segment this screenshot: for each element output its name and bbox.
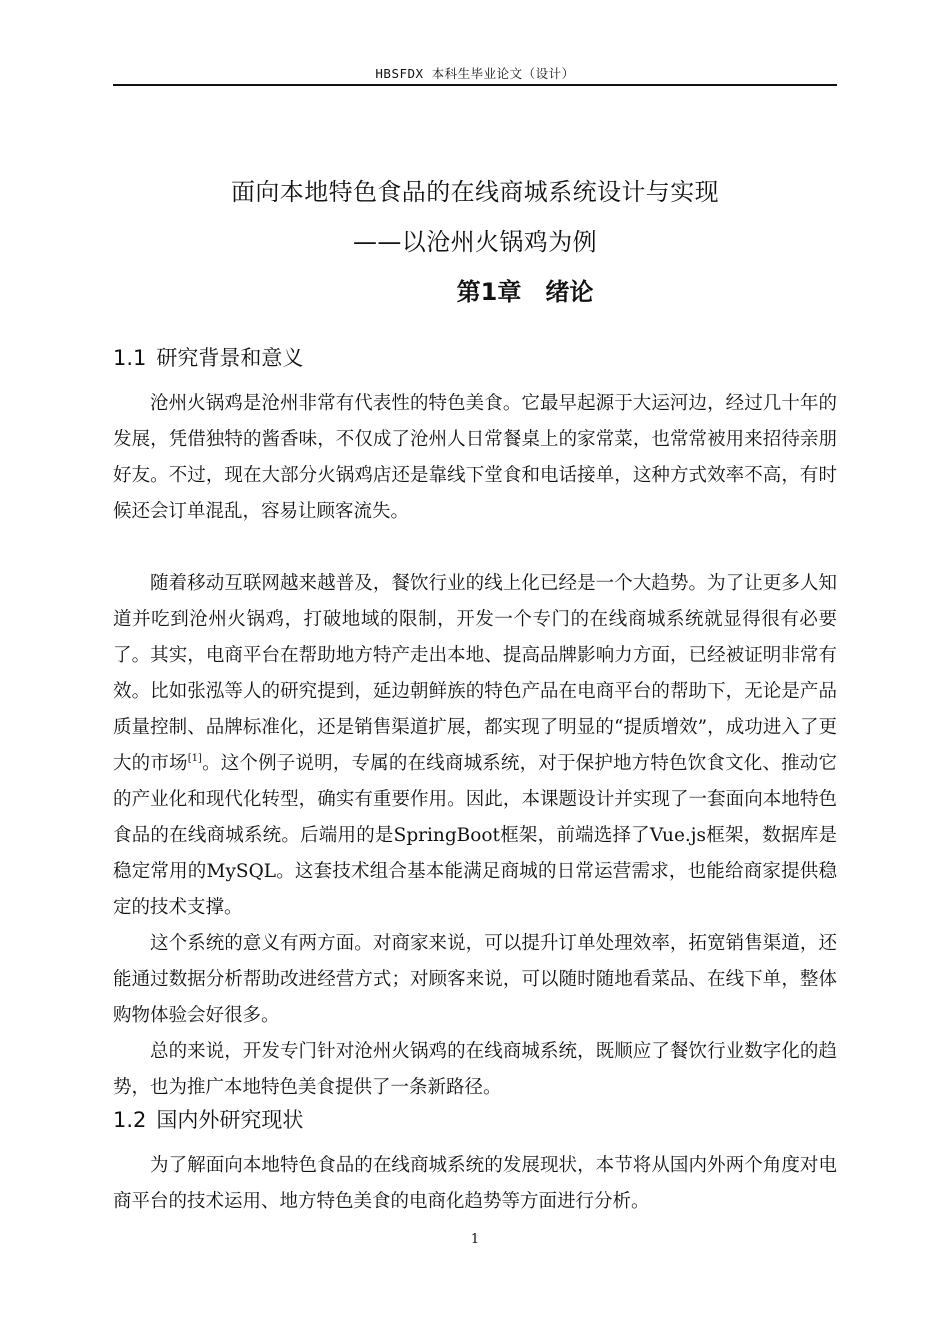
- paragraph-text: 。这个例子说明，专属的在线商城系统，对于保护地方特色饮食文化、推动它的产业化和现代化转型，确实有重要作用。因此，本课题设计并实现了一套面向本地特色食品的在线商城系统。后端用的是SpringBoot框架，前端选择了Vue.js框架，数据库是稳定常用的MySQL。这套技术组合基本能满足商城的日常运营需求，也能给商家提供稳定的技术支撑。: [113, 753, 837, 918]
- paragraph: 为了解面向本地特色食品的在线商城系统的发展现状，本节将从国内外两个角度对电商平台的技术运用、地方特色美食的电商化趋势等方面进行分析。: [113, 1155, 837, 1212]
- section-number: 1.2: [113, 1108, 147, 1132]
- thesis-title: 面向本地特色食品的在线商城系统设计与实现: [231, 178, 719, 206]
- page-number: 1: [470, 1232, 480, 1247]
- section-number: 1.1: [113, 346, 147, 370]
- citation-ref: [1]: [187, 753, 202, 764]
- running-header: HBSFDX 本科生毕业论文（设计）: [375, 66, 575, 81]
- paragraph: [113, 566, 837, 926]
- section-heading-1-1: [113, 342, 837, 372]
- section-heading-1-2: [113, 1104, 837, 1134]
- paragraph: 这个系统的意义有两方面。对商家来说，可以提升订单处理效率，拓宽销售渠道，还能通过数据分析帮助改进经营方式；对顾客来说，可以随时随地看菜品、在线下单，整体购物体验会好很多。: [113, 933, 837, 1026]
- paragraph: 沧州火锅鸡是沧州非常有代表性的特色美食。它最早起源于大运河边，经过几十年的发展，凭借独特的酱香味，不仅成了沧州人日常餐桌上的家常菜，也常常被用来招待亲朋好友。不过，现在大部分火锅鸡店还是靠线下堂食和电话接单，这种方式效率不高，有时候还会订单混乱，容易让顾客流失。: [113, 393, 837, 522]
- header-divider: [113, 84, 837, 86]
- paragraph: 总的来说，开发专门针对沧州火锅鸡的在线商城系统，既顺应了餐饮行业数字化的趋势，也为推广本地特色美食提供了一条新路径。: [113, 1041, 837, 1098]
- section-title: 研究背景和意义: [156, 346, 304, 370]
- section-title: 国内外研究现状: [156, 1108, 304, 1132]
- chapter-title: 第1章 绪论: [456, 278, 594, 306]
- paragraph-text: 随着移动互联网越来越普及，餐饮行业的线上化已经是一个大趋势。为了让更多人知道并吃到沧州火锅鸡，打破地域的限制，开发一个专门的在线商城系统就显得很有必要了。其实，电商平台在帮助地方特产走出本地、提高品牌影响力方面，已经被证明非常有效。比如张泓等人的研究提到，延边朝鲜族的特色产品在电商平台的帮助下，无论是产品质量控制、品牌标准化，还是销售渠道扩展，都实现了明显的“提质增效”，成功进入了更大的市场: [113, 573, 837, 774]
- thesis-subtitle: ——以沧州火锅鸡为例: [353, 228, 597, 256]
